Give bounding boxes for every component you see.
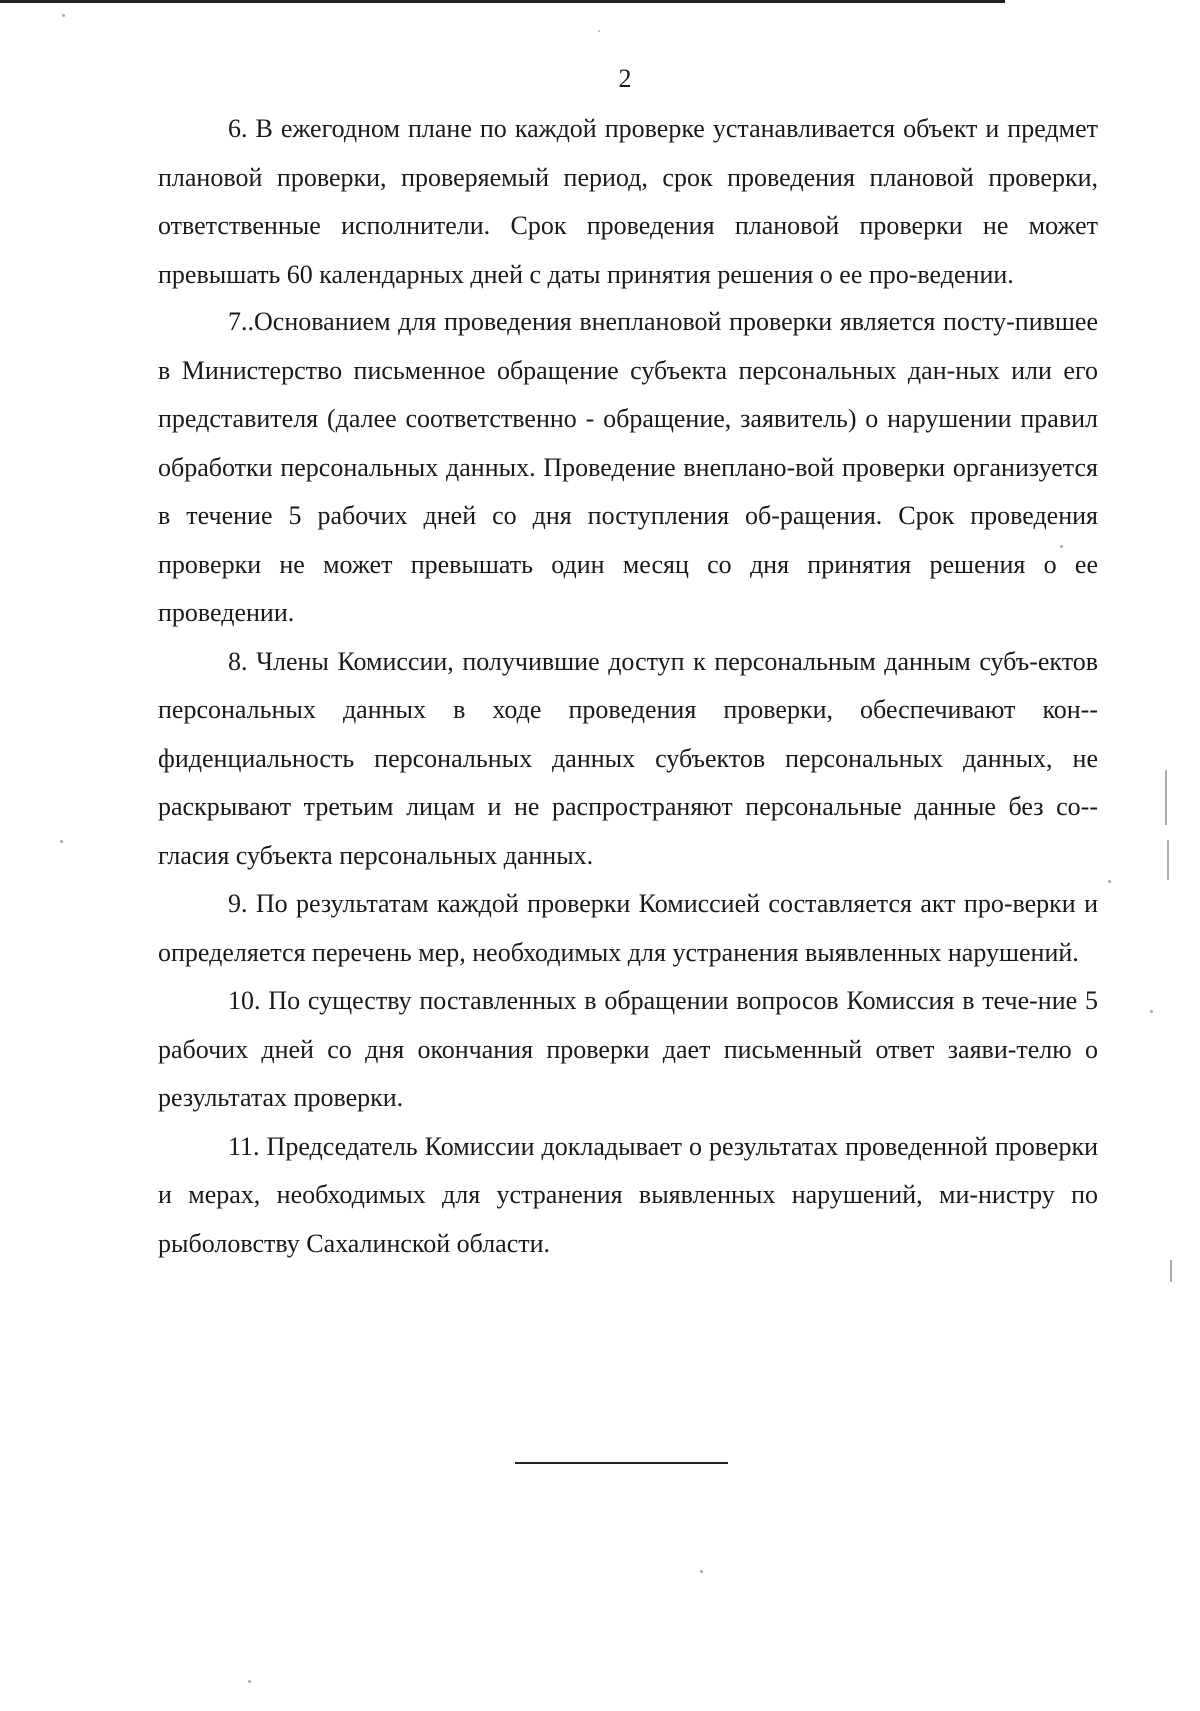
paragraph-6: 6. В ежегодном плане по каждой проверке устанавливается объект и предмет плановой проверки, проверяемый период, срок проведения плановой проверки, ответственные исполнители. Срок проведения плановой проверки не может превышать 60 календарных дней с даты принятия решения о ее про-ведении. [158,114,1098,289]
page-number: 2 [618,64,632,93]
scan-mark [1165,770,1167,825]
paragraph-11: 11. Председатель Комиссии докладывает о результатах проведенной проверки и мерах, необходимых для устранения выявленных нарушений, ми-нистру по рыболовству Сахалинской области. [158,1131,1098,1258]
closing-separator-line [515,1462,728,1464]
paragraph-9: 9. По результатам каждой проверки Комиссией составляется акт про-верки и определяется перечень мер, необходимых для устранения выявленных нарушений. [158,889,1098,967]
scan-speck [60,840,63,843]
paragraph-7: 7..Основанием для проведения внеплановой проверки является посту-пившее в Министерство письменное обращение субъекта персональных дан-ных или его представителя (далее соответственно - обращение, заявитель) о нарушении правил обработки персональных данных. Проведение внеплано-вой проверки организуется в течение 5 рабочих дней со дня поступления об-ращения. Срок проведения проверки не может превышать один месяц со дня принятия решения о ее проведении. [158,307,1098,627]
scan-mark [1167,840,1169,880]
scan-speck [1060,545,1063,548]
top-border-line [0,0,1005,3]
scan-speck [598,30,600,32]
paragraph-8: 8. Члены Комиссии, получившие доступ к персональным данным субъ-ектов персональных данных в ходе проведения проверки, обеспечивают кон-фиденциальность персональных данных субъектов персональных данных, не раскрывают третьим лицам и не распространяют персональные данные без со-гласия субъекта персональных данных. [158,646,1098,870]
scan-speck [248,1680,251,1683]
scan-speck [1108,880,1111,883]
paragraph-10: 10. По существу поставленных в обращении вопросов Комиссия в тече-ние 5 рабочих дней со дня окончания проверки дает письменный ответ заяви-телю о результатах проверки. [158,986,1098,1112]
scan-speck [1150,1010,1153,1013]
scan-speck [62,14,65,17]
scan-speck [700,1570,703,1573]
scan-mark [1170,1260,1172,1282]
document-body [158,105,1098,1268]
